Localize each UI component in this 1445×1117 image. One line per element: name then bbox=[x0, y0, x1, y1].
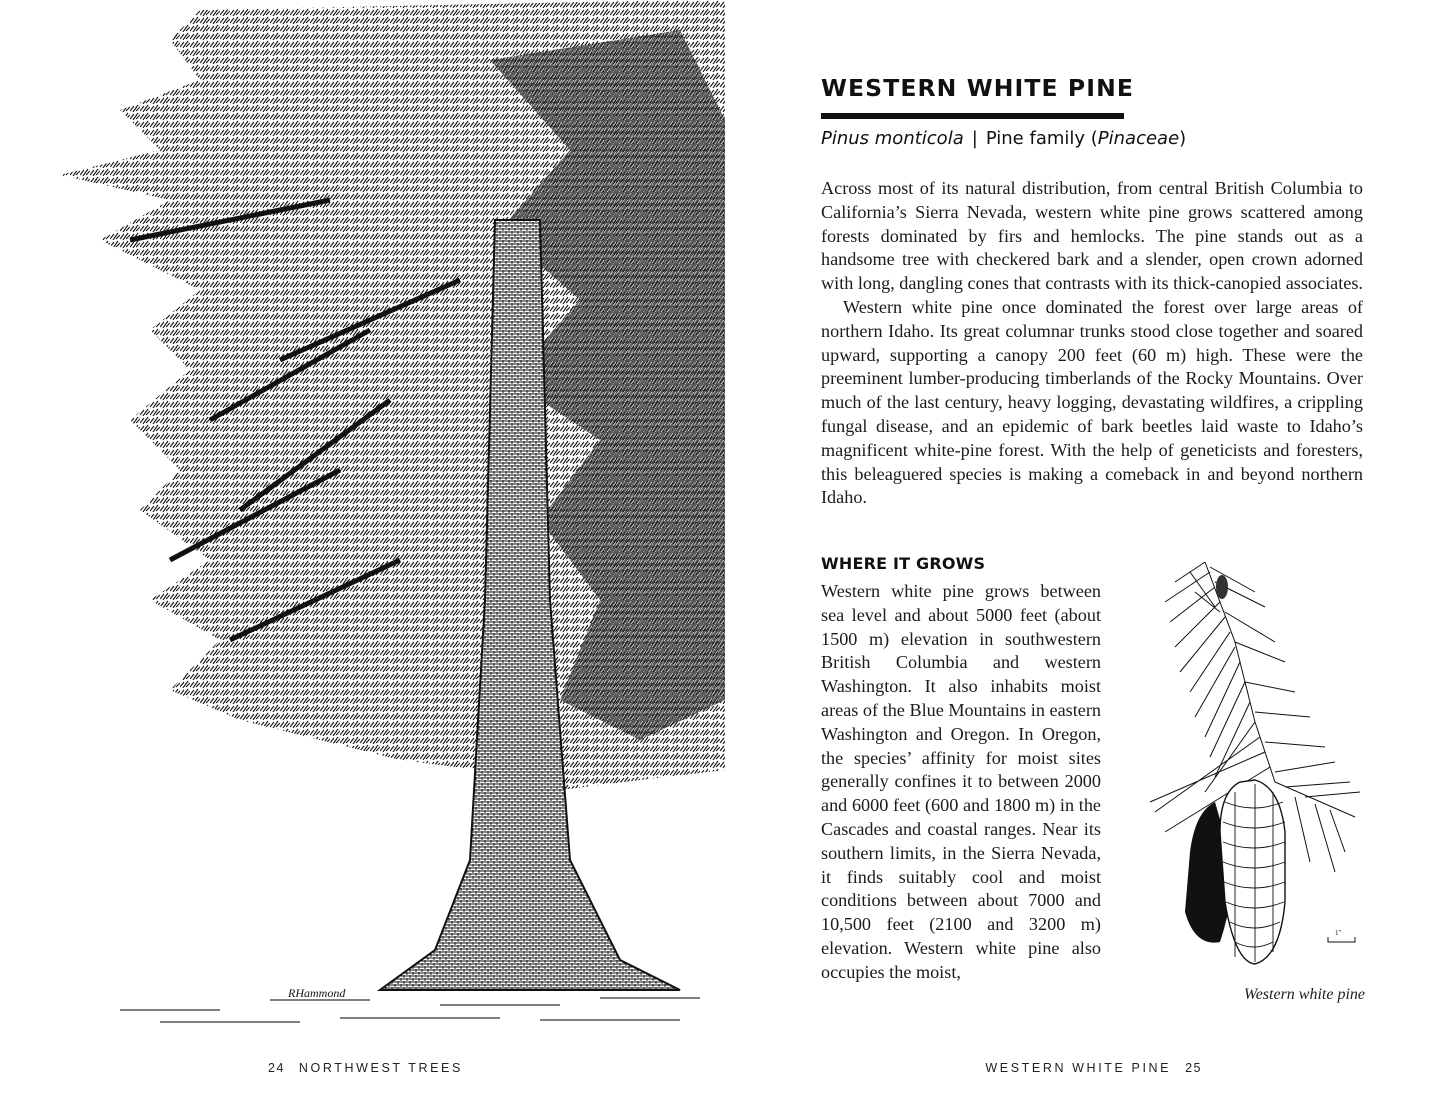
artist-signature: RHammond bbox=[288, 986, 346, 1000]
running-head-right: WESTERN WHITE PINE bbox=[985, 1061, 1172, 1075]
page-number-right: 25 bbox=[1185, 1061, 1202, 1075]
family-name: Pinaceae bbox=[1097, 128, 1180, 149]
cone-figure bbox=[1135, 552, 1365, 1012]
left-page-folio bbox=[268, 1061, 463, 1075]
figure-caption: Western white pine bbox=[1243, 986, 1365, 1003]
running-head-left: NORTHWEST TREES bbox=[298, 1061, 463, 1075]
where-it-grows-text: Western white pine grows between sea level and about 5000 feet (about 1500 m) elevation in southwestern British Columbia and western Washington. It also inhabits moist areas of the Blue Mountains in eastern Washington and Oregon. In Oregon, the species’ affinity for moist sites generally confines it to between 2000 and 6000 feet (600 and 1800 m) in the Cascades and coastal ranges. Near its southern limits, in the Sierra Nevada, it finds suitably cool and moist conditions between about 7000 and 10,500 feet (2100 and 3200 m) elevation. Western white pine also occupies the moist, bbox=[821, 581, 1101, 982]
section-heading-where-it-grows: WHERE IT GROWS bbox=[821, 554, 986, 573]
intro-paragraph-1: Across most of its natural distribution, from central British Columbia to California’s Sierra Nevada, western white pine grows scattered among forests dominated by firs and hemlocks. The pine stands out as a handsome tree with checkered bark and a slender, open crown adorned with long, dangling cones that contrasts with its thick-canopied associates. bbox=[821, 178, 1363, 294]
left-page bbox=[0, 0, 722, 1117]
tree-illustration bbox=[40, 0, 725, 1030]
family-prefix: Pine family ( bbox=[985, 128, 1098, 149]
species-subtitle bbox=[821, 128, 1186, 149]
scale-bar-label: 1" bbox=[1335, 929, 1342, 937]
pine-cone-branch-illustration bbox=[1135, 552, 1365, 972]
page-number-left: 24 bbox=[268, 1061, 285, 1075]
species-title: WESTERN WHITE PINE bbox=[821, 74, 1135, 102]
title-underline-rule bbox=[821, 113, 1124, 119]
subtitle-separator: | bbox=[971, 128, 978, 149]
right-page-folio bbox=[985, 1061, 1202, 1075]
family-suffix: ) bbox=[1179, 128, 1187, 149]
scientific-name: Pinus monticola bbox=[821, 128, 964, 149]
intro-text bbox=[821, 177, 1363, 510]
intro-paragraph-2: Western white pine once dominated the forest over large areas of northern Idaho. Its great columnar trunks stood close together and soared upward, supporting a canopy 200 feet (60 m) high. These were the preeminent lumber-producing timberlands of the Rocky Mountains. Over much of the last century, heavy logging, devastating wildfires, a crippling fungal disease, and an epidemic of bark beetles laid waste to Idaho’s magnificent white-pine forest. With the help of geneticists and foresters, this beleaguered species is making a comeback in and beyond northern Idaho. bbox=[821, 296, 1363, 508]
right-page bbox=[722, 0, 1445, 1117]
